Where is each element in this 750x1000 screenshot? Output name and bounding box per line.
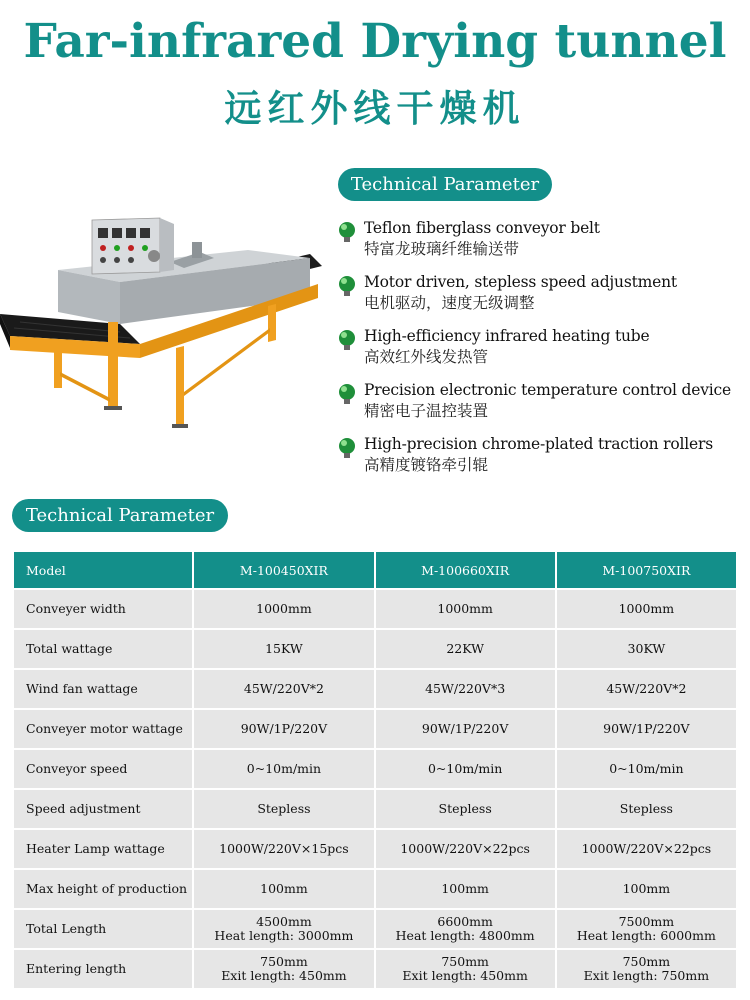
green-bulb-icon (336, 274, 358, 298)
table-cell: Stepless (376, 790, 555, 828)
feature-text-en: Precision electronic temperature control device (364, 381, 731, 399)
table-cell (194, 950, 373, 988)
cell-line: Heat length: 3000mm (214, 928, 354, 943)
feature-item (334, 326, 748, 380)
table-row (14, 830, 736, 868)
table-header-cell: M-100450XIR (194, 552, 373, 588)
cell-line: 7500mm (618, 914, 675, 929)
drying-tunnel-machine-illustration (0, 212, 330, 442)
table-cell: 45W/220V*2 (557, 670, 736, 708)
green-bulb-icon (336, 220, 358, 244)
table-cell: 1000mm (194, 590, 373, 628)
section-pill-technical-parameter-table: Technical Parameter (12, 499, 228, 532)
table-cell (557, 950, 736, 988)
table-cell: 100mm (376, 870, 555, 908)
green-bulb-icon (336, 436, 358, 460)
table-cell: 15KW (194, 630, 373, 668)
page-title: Far-infrared Drying tunnel (23, 14, 727, 69)
table-cell: 0~10m/min (557, 750, 736, 788)
table-cell: 100mm (194, 870, 373, 908)
table-header-cell: M-100660XIR (376, 552, 555, 588)
table-cell: 90W/1P/220V (557, 710, 736, 748)
feature-item (334, 272, 748, 326)
row-label: Heater Lamp wattage (14, 830, 192, 868)
feature-text-cn: 特富龙玻璃纤维输送带 (364, 240, 520, 258)
table-cell: 0~10m/min (376, 750, 555, 788)
feature-item (334, 218, 748, 272)
table-cell: 0~10m/min (194, 750, 373, 788)
table-row (14, 910, 736, 948)
row-label: Conveyor speed (14, 750, 192, 788)
table-cell: 22KW (376, 630, 555, 668)
table-cell (194, 910, 373, 948)
spec-table (12, 550, 738, 990)
row-label: Conveyer width (14, 590, 192, 628)
cell-line: 6600mm (437, 914, 493, 929)
table-cell (376, 950, 555, 988)
feature-text-en: Motor driven, stepless speed adjustment (364, 273, 677, 291)
table-cell: 90W/1P/220V (376, 710, 555, 748)
table-header-row (14, 552, 736, 588)
table-row (14, 790, 736, 828)
table-cell: 1000mm (557, 590, 736, 628)
cell-line: 750mm (622, 954, 671, 969)
cell-line: Exit length: 450mm (221, 968, 347, 983)
table-row (14, 670, 736, 708)
cell-line: Exit length: 750mm (583, 968, 710, 983)
feature-text-cn: 电机驱动，速度无级调整 (364, 294, 535, 312)
table-row (14, 630, 736, 668)
feature-text-cn: 高精度镀铬牵引辊 (364, 456, 489, 474)
row-label: Wind fan wattage (14, 670, 192, 708)
table-cell (376, 910, 555, 948)
table-header-cell: Model (14, 552, 192, 588)
table-cell: Stepless (557, 790, 736, 828)
feature-text-cn: 精密电子温控装置 (364, 402, 489, 420)
feature-list (334, 218, 748, 488)
section-pill-technical-parameter: Technical Parameter (338, 168, 552, 201)
feature-item (334, 380, 748, 434)
row-label: Total Length (14, 910, 192, 948)
row-label: Conveyer motor wattage (14, 710, 192, 748)
feature-text-cn: 高效红外线发热管 (364, 348, 489, 366)
table-row (14, 710, 736, 748)
table-row (14, 750, 736, 788)
row-label: Max height of production (14, 870, 192, 908)
table-cell: 90W/1P/220V (194, 710, 373, 748)
table-row (14, 950, 736, 988)
cell-line: 750mm (260, 954, 308, 969)
row-label: Entering length (14, 950, 192, 988)
row-label: Speed adjustment (14, 790, 192, 828)
table-header-cell: M-100750XIR (557, 552, 736, 588)
cell-line: Exit length: 450mm (402, 968, 528, 983)
table-cell: Stepless (194, 790, 373, 828)
table-cell: 1000mm (376, 590, 555, 628)
table-cell: 45W/220V*3 (376, 670, 555, 708)
page-title-chinese: 远红外线干燥机 (224, 87, 526, 130)
feature-text-en: High-precision chrome-plated traction rollers (364, 435, 713, 453)
cell-line: Heat length: 4800mm (395, 928, 535, 943)
feature-text-en: Teflon fiberglass conveyor belt (364, 219, 600, 237)
table-cell (557, 910, 736, 948)
green-bulb-icon (336, 382, 358, 406)
cell-line: 4500mm (256, 914, 312, 929)
table-cell: 1000W/220V×15pcs (194, 830, 373, 868)
table-row (14, 590, 736, 628)
cell-line: Heat length: 6000mm (576, 928, 716, 943)
table-cell: 1000W/220V×22pcs (376, 830, 555, 868)
feature-text-en: High-efficiency infrared heating tube (364, 327, 650, 345)
cell-line: 750mm (441, 954, 489, 969)
table-cell: 30KW (557, 630, 736, 668)
table-row (14, 870, 736, 908)
green-bulb-icon (336, 328, 358, 352)
table-cell: 1000W/220V×22pcs (557, 830, 736, 868)
feature-item (334, 434, 748, 488)
table-cell: 100mm (557, 870, 736, 908)
table-cell: 45W/220V*2 (194, 670, 373, 708)
row-label: Total wattage (14, 630, 192, 668)
